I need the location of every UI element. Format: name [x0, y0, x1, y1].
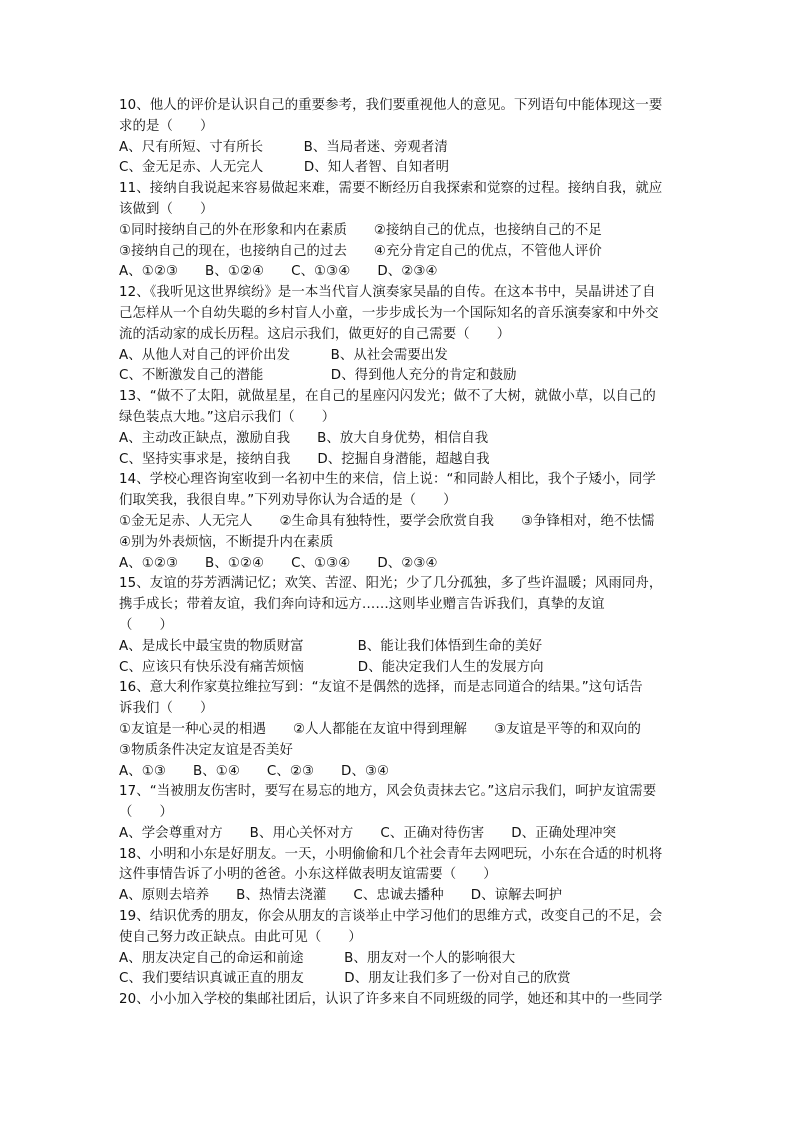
text-line: 求的是（ ） [119, 118, 214, 134]
text-line: 使自己努力改正缺点。由此可见（ ） [119, 929, 362, 945]
text-line: A、是成长中最宝贵的物质财富 B、能让我们体悟到生命的美好 [119, 638, 543, 654]
text-line: A、原则去培养 B、热情去浇灌 C、忠诚去播种 D、谅解去呵护 [119, 888, 563, 904]
text-line: A、①③ B、①④ C、②③ D、③④ [119, 763, 390, 779]
text-line: ④别为外表烦恼，不断提升内在素质 [119, 534, 334, 550]
document-body [119, 96, 679, 1011]
text-line: 该做到（ ） [119, 201, 214, 217]
text-line: A、从他人对自己的评价出发 B、从社会需要出发 [119, 347, 448, 363]
text-line: ①金无足赤、人无完人 ②生命具有独特性，要学会欣赏自我 ③争锋相对，绝不怯懦 [119, 513, 655, 529]
text-line: C、金无足赤、人无完人 D、知人者智、自知者明 [119, 160, 450, 176]
text-line: ③物质条件决定友谊是否美好 [119, 742, 293, 758]
text-line: 17、“当被朋友伤害时，要写在易忘的地方，风会负责抹去它。”这启示我们，呵护友谊需要 [119, 784, 657, 800]
text-line: 流的活动家的成长历程。这启示我们，做更好的自己需要（ ） [119, 326, 511, 342]
text-line: 12、《我听见这世界缤纷》是一本当代盲人演奏家吴晶的自传。在这本书中，吴晶讲述了自 [119, 285, 656, 301]
text-line: 这件事情告诉了小明的爸爸。小东这样做表明友谊需要（ ） [119, 867, 497, 883]
text-line: 10、他人的评价是认识自己的重要参考，我们要重视他人的意见。下列语句中能体现这一要 [119, 98, 663, 113]
text-line: A、学会尊重对方 B、用心关怀对方 C、正确对待伤害 D、正确处理冲突 [119, 825, 617, 841]
text-line: ①友谊是一种心灵的相遇 ②人人都能在友谊中得到理解 ③友谊是平等的和双向的 [119, 721, 641, 737]
text-line: 15、友谊的芬芳洒满记忆；欢笑、苦涩、阳光；少了几分孤独，多了些许温暖；风雨同舟， [119, 576, 663, 592]
text-line: ③接纳自己的现在，也接纳自己的过去 ④充分肯定自己的优点，不管他人评价 [119, 243, 602, 259]
text-line: 14、学校心理咨询室收到一名初中生的来信，信上说：“和同龄人相比，我个子矮小，同学 [119, 472, 656, 488]
text-line: （ ） [119, 617, 173, 633]
text-line: 16、意大利作家莫拉维拉写到：“友谊不是偶然的选择，而是志同道合的结果。”这句话告 [119, 680, 643, 696]
text-line: 11、接纳自我说起来容易做起来难，需要不断经历自我探索和觉察的过程。接纳自我，就应 [119, 181, 663, 197]
text-line: 携手成长；带着友谊，我们奔向诗和远方……这则毕业赠言告诉我们，真挚的友谊 [119, 597, 605, 613]
text-line: ①同时接纳自己的外在形象和内在素质 ②接纳自己的优点，也接纳自己的不足 [119, 222, 602, 238]
text-line: 诉我们（ ） [119, 701, 214, 717]
text-line: 绿色装点大地。”这启示我们（ ） [119, 409, 336, 425]
text-line: A、①②③ B、①②④ C、①③④ D、②③④ [119, 555, 438, 571]
text-line: C、我们要结识真诚正直的朋友 D、朋友让我们多了一份对自己的欣赏 [119, 971, 571, 987]
text-line: A、朋友决定自己的命运和前途 B、朋友对一个人的影响很大 [119, 950, 516, 966]
text-line: 己怎样从一个自幼失聪的乡村盲人小童，一步步成长为一个国际知名的音乐演奏家和中外交 [119, 305, 659, 321]
text-line: C、坚持实事求是，接纳自我 D、挖掘自身潜能，超越自我 [119, 451, 490, 467]
text-line: A、主动改正缺点，激励自我 B、放大自身优势，相信自我 [119, 430, 489, 446]
text-line: 们取笑我，我很自卑。”下列劝导你认为合适的是（ ） [119, 493, 457, 509]
text-line: （ ） [119, 805, 173, 821]
text-line: 19、结识优秀的朋友，你会从朋友的言谈举止中学习他们的思维方式，改变自己的不足，会 [119, 909, 663, 925]
text-line: A、尺有所短、寸有所长 B、当局者迷、旁观者清 [119, 139, 448, 155]
text-line: C、应该只有快乐没有痛苦烦恼 D、能决定我们人生的发展方向 [119, 659, 544, 675]
text-line: 18、小明和小东是好朋友。一天，小明偷偷和几个社会青年去网吧玩，小东在合适的时机将 [119, 846, 663, 862]
text-line: 13、“做不了太阳，就做星星，在自己的星座闪闪发光；做不了大树，就做小草，以自己的 [119, 389, 656, 405]
text-line: A、①②③ B、①②④ C、①③④ D、②③④ [119, 264, 438, 280]
text-line: C、不断激发自己的潜能 D、得到他人充分的肯定和鼓励 [119, 368, 517, 384]
text-line: 20、小小加入学校的集邮社团后，认识了许多来自不同班级的同学，她还和其中的一些同学 [119, 992, 663, 1008]
